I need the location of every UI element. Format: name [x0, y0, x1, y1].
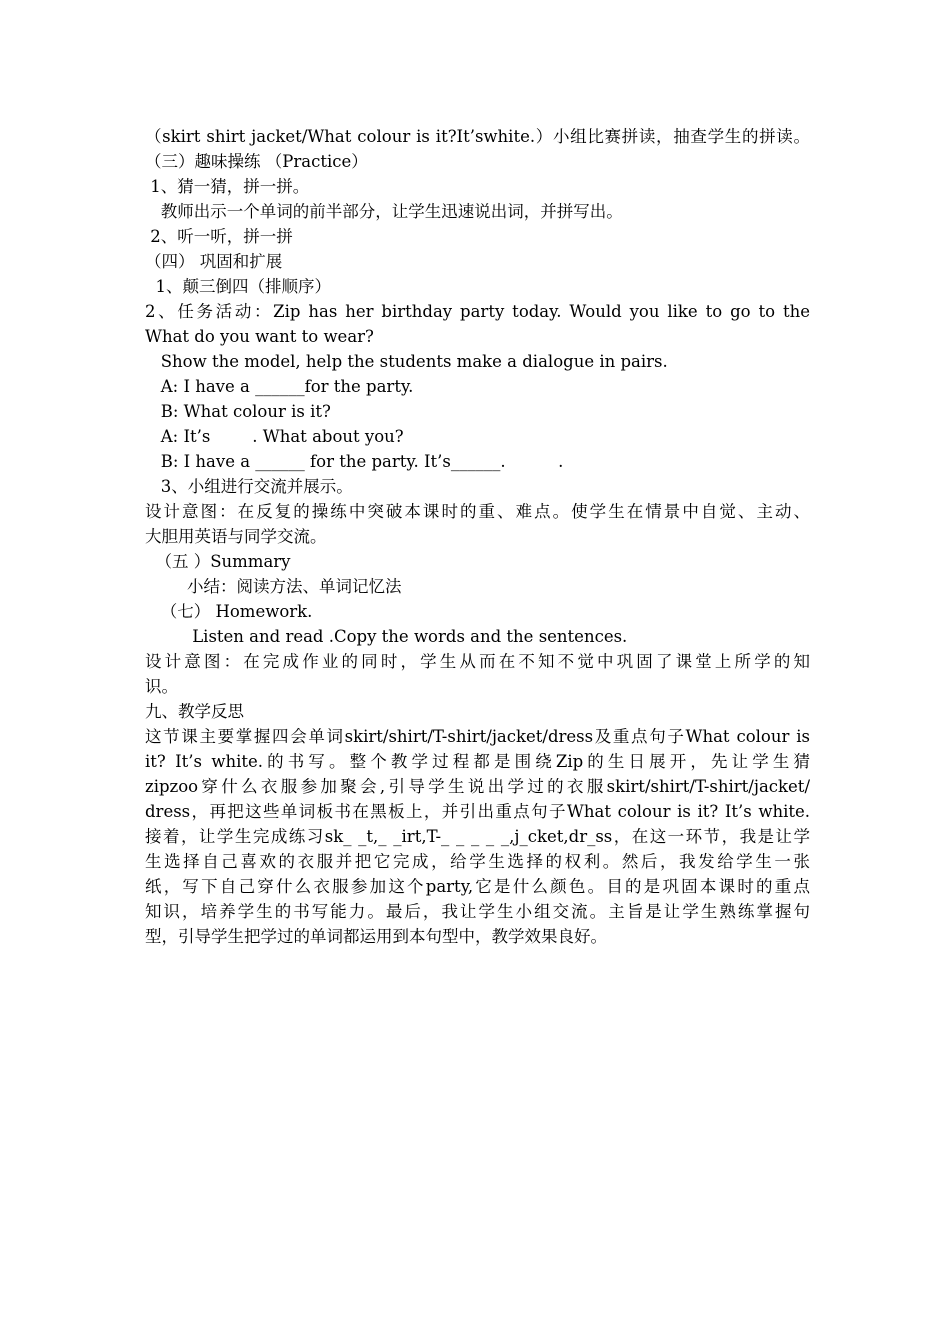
dialogue-line: A: I have a ______for the party. — [145, 377, 414, 396]
reflection-line: 接着，让学生完成练习sk_ _t,_ _irt,T-_ _ _ _ _,j_cket,dr_ss，在这一环节，我是让学 — [145, 827, 810, 846]
reflection-line: 这节课主要掌握四会单词skirt/shirt/T-shirt/jacket/dress及重点句子What colour is — [145, 727, 810, 746]
reflection-line: 型，引导学生把学过的单词都运用到本句型中，教学效果良好。 — [145, 927, 607, 946]
section-heading-homework: （七） Homework. — [145, 602, 313, 621]
text-line: （skirt shirt jacket/What colour is it?It’swhite.）小组比赛拼读，抽查学生的拼读。 — [145, 127, 810, 146]
reflection-line: 纸，写下自己穿什么衣服参加这个party,它是什么颜色。目的是巩固本课时的重点 — [145, 877, 810, 896]
text-line: 1、颠三倒四（排顺序） — [145, 277, 331, 296]
dialogue-line: A: It’s . What about you? — [145, 427, 404, 446]
text-line: 1、猜一猜，拼一拼。 — [145, 177, 310, 196]
text-line: What do you want to wear? — [145, 327, 374, 346]
dialogue-line: B: I have a ______ for the party. It’s______. . — [145, 452, 564, 471]
reflection-line: 生选择自己喜欢的衣服并把它完成，给学生选择的权利。然后，我发给学生一张 — [145, 852, 810, 871]
text-line: 3、小组进行交流并展示。 — [145, 477, 353, 496]
section-heading-summary: （五 ）Summary — [145, 552, 291, 571]
reflection-line: zipzoo穿什么衣服参加聚会,引导学生说出学过的衣服skirt/shirt/T-shirt/jacket/ — [145, 777, 810, 796]
text-line: 教师出示一个单词的前半部分，让学生迅速说出词，并拼写出。 — [145, 202, 623, 221]
text-line: 小结：阅读方法、单词记忆法 — [145, 577, 402, 596]
section-heading-consolidation: （四） 巩固和扩展 — [145, 252, 283, 271]
reflection-line: dress，再把这些单词板书在黑板上，并引出重点句子What colour is it? It’s white. — [145, 802, 810, 821]
design-intent-line: 识。 — [145, 677, 178, 696]
section-heading-reflection: 九、教学反思 — [145, 702, 244, 721]
reflection-line: 知识，培养学生的书写能力。最后，我让学生小组交流。主旨是让学生熟练掌握句 — [145, 902, 810, 921]
design-intent-line: 设计意图：在反复的操练中突破本课时的重、难点。使学生在情景中自觉、主动、 — [145, 502, 810, 521]
text-line: Listen and read .Copy the words and the sentences. — [145, 627, 628, 646]
design-intent-line: 设计意图：在完成作业的同时，学生从而在不知不觉中巩固了课堂上所学的知 — [145, 652, 810, 671]
section-heading-practice: （三）趣味操练 （Practice） — [145, 152, 368, 171]
reflection-line: it? It’s white.的书写。整个教学过程都是围绕Zip的生日展开，先让学生猜 — [145, 752, 810, 771]
text-line: 2、任务活动：Zip has her birthday party today. Would you like to go to the — [145, 302, 810, 321]
text-line: 2、听一听，拼一拼 — [145, 227, 293, 246]
dialogue-line: B: What colour is it? — [145, 402, 331, 421]
design-intent-line: 大胆用英语与同学交流。 — [145, 527, 327, 546]
text-line: Show the model, help the students make a dialogue in pairs. — [145, 352, 668, 371]
